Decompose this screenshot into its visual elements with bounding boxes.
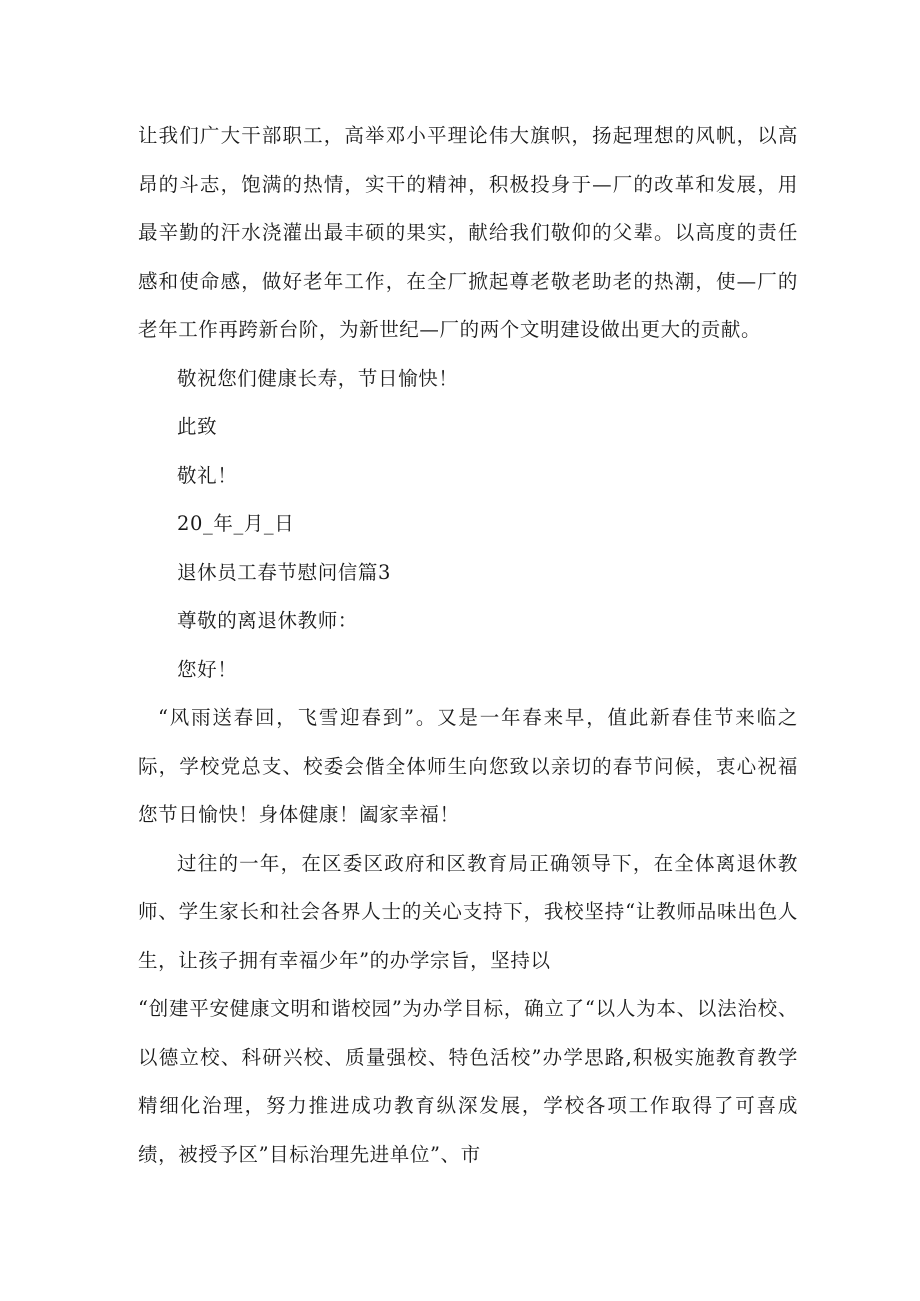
- paragraph-wishes: 敬祝您们健康长寿，节日愉快！: [177, 366, 459, 390]
- paragraph-year-review: 过往的一年，在区委区政府和区教育局正确领导下，在全体离退休教师、学生家长和社会各界人士的关心支持下，我校坚持“让教师品味出色人生，让孩子拥有幸福少年”的办学宗旨，坚持以: [138, 851, 798, 972]
- paragraph-salutation-cizhi: 此致: [177, 415, 218, 438]
- document-body: [138, 112, 798, 1179]
- paragraph-salutation-jingli: 敬礼！: [177, 463, 238, 487]
- paragraph-new-year-greeting: “风雨送春回，飞雪迎春到”。又是一年春来早，值此新春佳节来临之际，学校党总支、校委会偕全体师生向您致以亲切的春节问候，衷心祝福您节日愉快！身体健康！阖家幸福！: [138, 706, 798, 826]
- paragraph-greeting: 您好！: [177, 657, 238, 681]
- paragraph-closing-appeal: 让我们广大干部职工，高举邓小平理论伟大旗帜，扬起理想的风帆，以高昂的斗志，饱满的热情，实干的精神，积极投身于—厂的改革和发展，用最辛勤的汗水浇灌出最丰硕的果实，献给我们敬仰的父辈。以高度的责任感和使命感，做好老年工作，在全厂掀起尊老敬老助老的热潮，使—厂的老年工作再跨新台阶，为新世纪—厂的两个文明建设做出更大的贡献。: [138, 124, 798, 341]
- paragraph-addressee: 尊敬的离退休教师：: [177, 609, 358, 632]
- section-title: 退休员工春节慰问信篇3: [177, 560, 392, 584]
- paragraph-school-goals: “创建平安健康文明和谐校园”为办学目标，确立了“以人为本、以法治校、以德立校、科研兴校、质量强校、特色活校”办学思路,积极实施教育教学精细化治理，努力推进成功教育纵深发展，学校各项工作取得了可喜成绩，被授予区”目标治理先进单位”、市: [138, 997, 798, 1166]
- paragraph-date: 20_年_月_日: [177, 512, 295, 535]
